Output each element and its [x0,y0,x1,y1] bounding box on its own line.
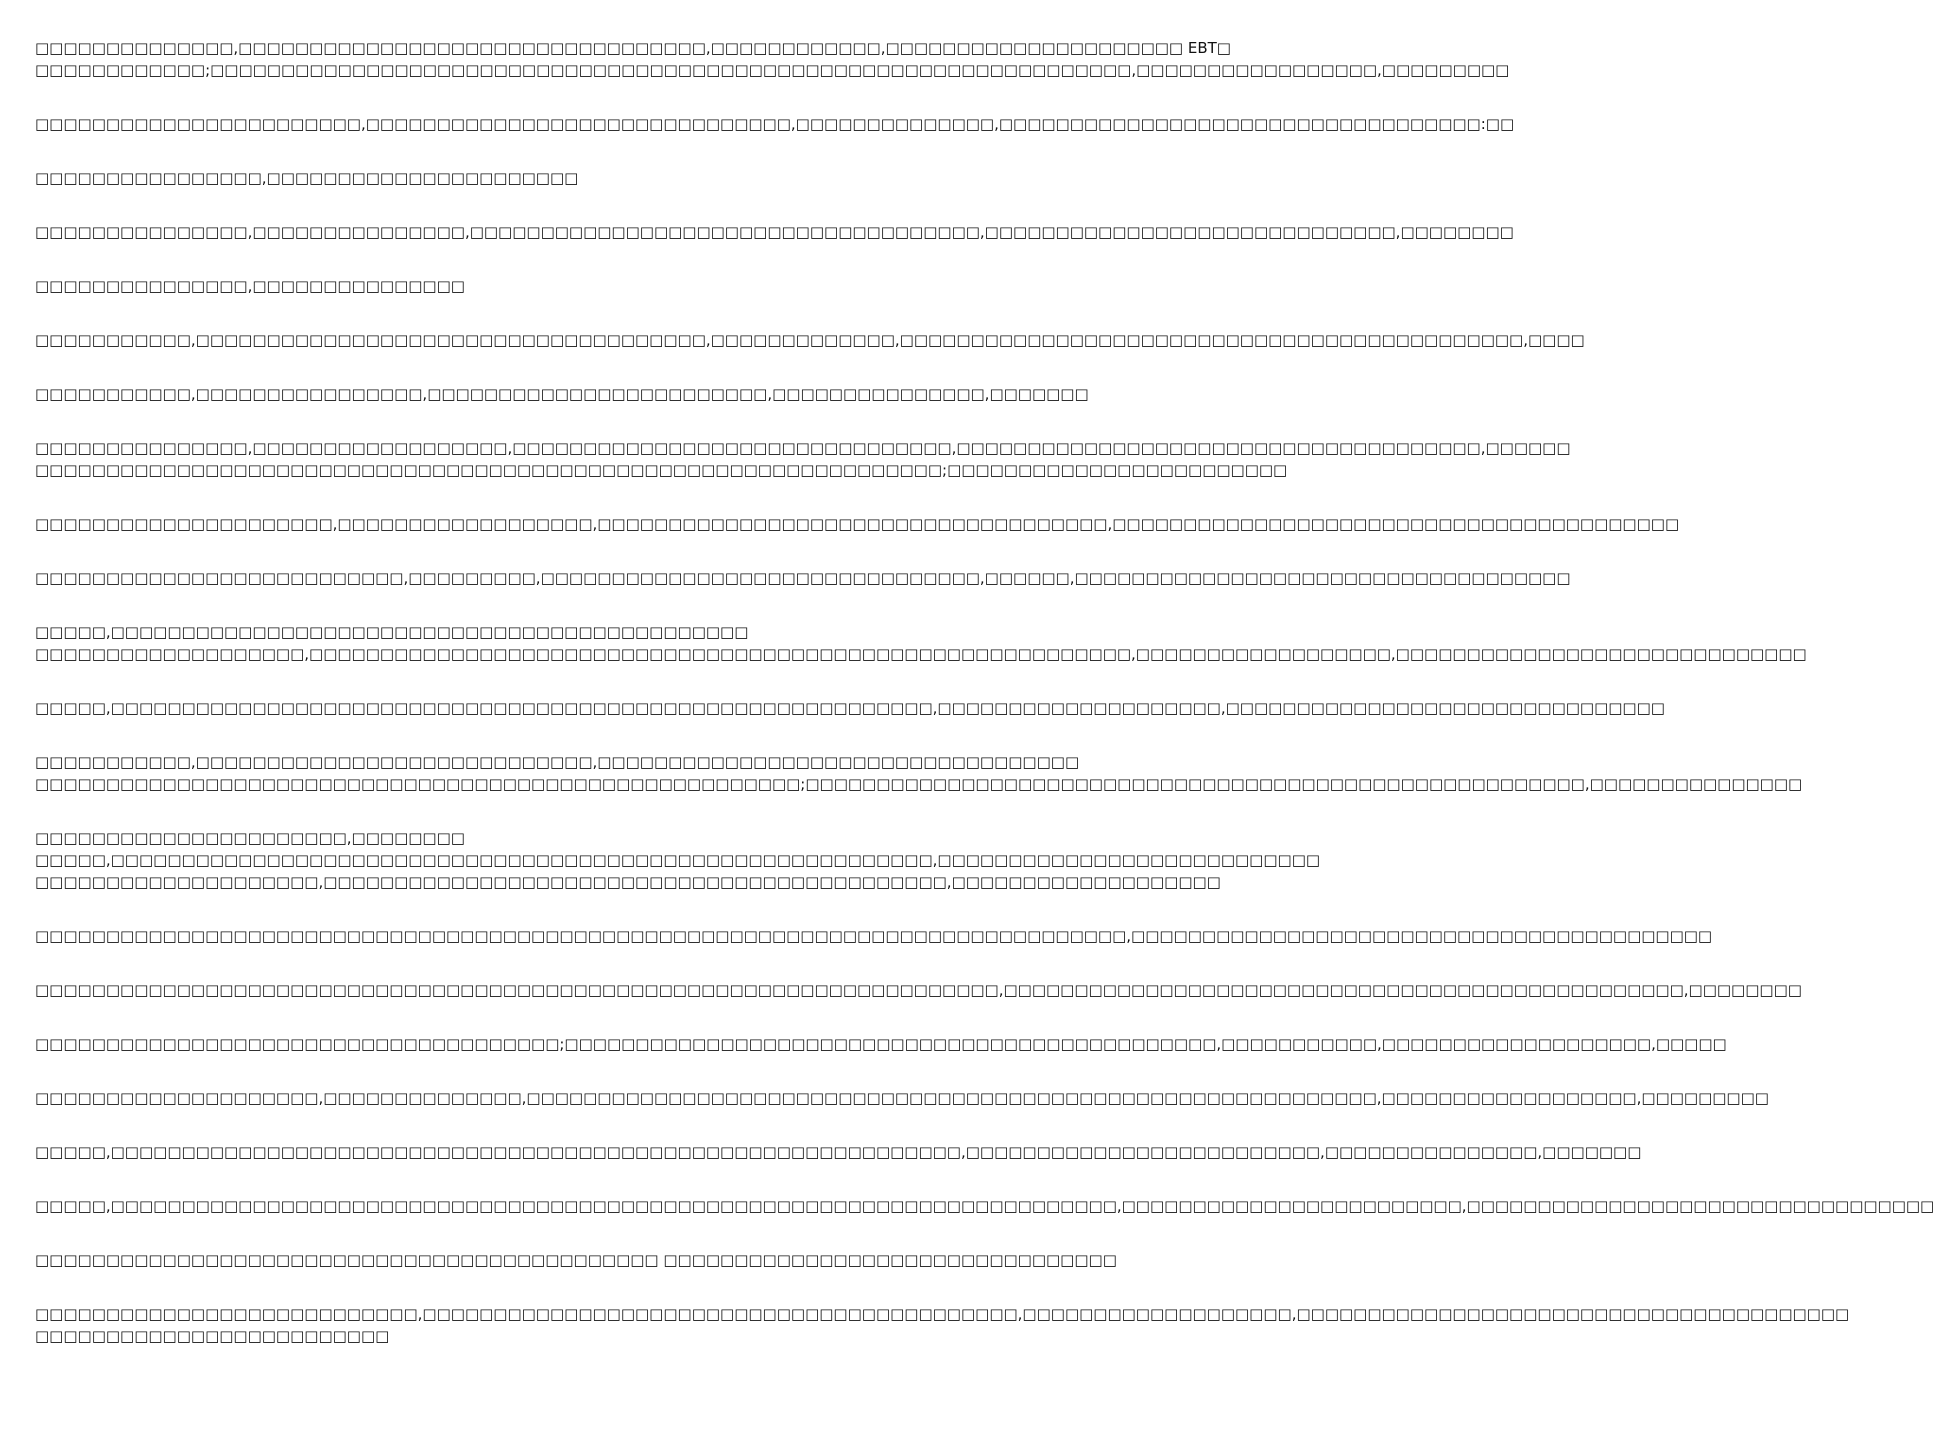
paragraph [35,751,1803,795]
text-line: □□□□□□□□□□□□□□□□□□□□□□,□□□□□□□□ [35,829,465,847]
text-line: □□□□□□□□□□□□□□□□□□□,□□□□□□□□□□□□□□□□□□□□□□□□□□□□□□□□□□□□□□□□□□□□□□□□□□□□□□□□□□,□□□□□□□□□□□□□□□□□□,□□□□□□□□□□□□□□□□□□□□□□□□□□□□□ [35,645,1807,663]
paragraph [35,1033,1727,1055]
text-line: □□□□□□□□□□□□□□□□□□□□□□□□□□□□□□□□□□□□□;□□□□□□□□□□□□□□□□□□□□□□□□□□□□□□□□□□□□□□□□□□□□□□,□□□□□□□□□□□,□□□□□□□□□□□□□□□□□□□,□□□□□ [35,1035,1727,1053]
paragraph [35,1141,1642,1163]
paragraph [35,979,1802,1001]
text-line: □□□□□□□□□□□□□□□□□□□□□□□,□□□□□□□□□□□□□□□□□□□□□□□□□□□□□□,□□□□□□□□□□□□□□,□□□□□□□□□□□□□□□□□□□□□□□□□□□□□□□□□□:□□ [35,115,1515,133]
paragraph [35,827,1321,893]
text-line: □□□□□□□□□□□□□□□□□□□□,□□□□□□□□□□□□□□,□□□□□□□□□□□□□□□□□□□□□□□□□□□□□□□□□□□□□□□□□□□□□□□□□□□□□□□□□□□□,□□□□□□□□□□□□□□□□□□,□□□□□□□□□ [35,1089,1769,1107]
paragraph [35,221,1514,243]
text-line: □□□□□□□□□□□□□□□□□□□□□□□□□ [35,1327,390,1345]
text-line: □□□□□□□□□□□□□□□,□□□□□□□□□□□□□□□,□□□□□□□□□□□□□□□□□□□□□□□□□□□□□□□□□□□□,□□□□□□□□□□□□□□□□□□□□□□□□□□□□□,□□□□□□□□ [35,223,1514,241]
paragraph [35,113,1515,135]
paragraph [35,567,1571,589]
paragraph [35,383,1089,405]
text-line: □□□□□□□□□□□□□□□□□□□□□,□□□□□□□□□□□□□□□□□□,□□□□□□□□□□□□□□□□□□□□□□□□□□□□□□□□□□□□,□□□□□□□□□□□□□□□□□□□□□□□□□□□□□□□□□□□□□□□□ [35,515,1680,533]
text-line: □□□□□□□□□□□□□□□□□□□□□□□□□□□□□□□□□□□□□□□□□□□□□□□□□□□□□□□□□□□□□□□□□□□□,□□□□□□□□□□□□□□□□□□□□□□□□□□□□□□□□□□□□□□□□□□□□□□□□,□□□□□□□□ [35,981,1802,999]
text-line: □□□□□□□□□□□□□□□□,□□□□□□□□□□□□□□□□□□□□□□ [35,169,579,187]
paragraph [35,1195,1934,1217]
text-line: □□□□□□□□□□□□□□□□□□□□□□□□□□,□□□□□□□□□,□□□□□□□□□□□□□□□□□□□□□□□□□□□□□□□,□□□□□□,□□□□□□□□□□□□□□□□□□□□□□□□□□□□□□□□□□□ [35,569,1571,587]
text-line: □□□□□□□□□□□□□□□□□□□□,□□□□□□□□□□□□□□□□□□□□□□□□□□□□□□□□□□□□□□□□□□□□,□□□□□□□□□□□□□□□□□□□ [35,873,1221,891]
paragraph [35,437,1571,481]
text-line: □□□□□□□□□□□□□□□□□□□□□□□□□□□□□□□□□□□□□□□□□□□□ □□□□□□□□□□□□□□□□□□□□□□□□□□□□□□□□ [35,1251,1117,1269]
text-line: □□□□□,□□□□□□□□□□□□□□□□□□□□□□□□□□□□□□□□□□□□□□□□□□□□□□□□□□□□□□□□□□,□□□□□□□□□□□□□□□□□□□□,□□□□□□□□□□□□□□□□□□□□□□□□□□□□□□□ [35,699,1665,717]
text-line: □□□□□□□□□□□□;□□□□□□□□□□□□□□□□□□□□□□□□□□□□□□□□□□□□□□□□□□□□□□□□□□□□□□□□□□□□□□□□□,□□□□□□□□□□□□□□□□□,□□□□□□□□□ [35,61,1510,79]
text-line: □□□□□□□□□□□□□□□,□□□□□□□□□□□□□□□ [35,277,465,295]
paragraph [35,1303,1850,1347]
text-line: □□□□□□□□□□□□□□□,□□□□□□□□□□□□□□□□□□,□□□□□□□□□□□□□□□□□□□□□□□□□□□□□□□,□□□□□□□□□□□□□□□□□□□□□□□□□□□□□□□□□□□□□,□□□□□□ [35,439,1571,457]
paragraph [35,167,989,189]
text-line: □□□□□□□□□□□□□□,□□□□□□□□□□□□□□□□□□□□□□□□□□□□□□□□□,□□□□□□□□□□□□,□□□□□□□□□□□□□□□□□□□□□ EBT□ [35,39,1231,57]
paragraph [35,621,1807,665]
document-body [35,37,1934,1379]
text-line: □□□□□,□□□□□□□□□□□□□□□□□□□□□□□□□□□□□□□□□□□□□□□□□□□□□□□□□□□□□□□□□□,□□□□□□□□□□□□□□□□□□□□□□□□□□□ [35,851,1321,869]
paragraph [35,37,1510,81]
text-line: □□□□□,□□□□□□□□□□□□□□□□□□□□□□□□□□□□□□□□□□□□□□□□□□□□□□□□□□□□□□□□□□□□,□□□□□□□□□□□□□□□□□□□□□□□□□,□□□□□□□□□□□□□□□,□□□□□□□ [35,1143,1642,1161]
paragraph [35,925,1713,947]
text-line: □□□□□□□□□□□,□□□□□□□□□□□□□□□□,□□□□□□□□□□□□□□□□□□□□□□□□,□□□□□□□□□□□□□□□,□□□□□□□ [35,385,1089,403]
paragraph [35,1249,1117,1271]
paragraph [35,329,1585,351]
paragraph [35,513,1680,535]
text-line: □□□□□,□□□□□□□□□□□□□□□□□□□□□□□□□□□□□□□□□□□□□□□□□□□□□ [35,623,749,641]
text-line: □□□□□□□□□□□□□□□□□□□□□□□□□□□□□□□□□□□□□□□□□□□□□□□□□□□□□□□□□□□□□□□□□□□□□□□□□□□□□,□□□□□□□□□□□□□□□□□□□□□□□□□□□□□□□□□□□□□□□□□ [35,927,1713,945]
paragraph [35,697,1665,719]
text-line: □□□□□□□□□□□□□□□□□□□□□□□□□□□,□□□□□□□□□□□□□□□□□□□□□□□□□□□□□□□□□□□□□□□□□□,□□□□□□□□□□□□□□□□□□□,□□□□□□□□□□□□□□□□□□□□□□□□□□□□□□□□□□□□□□□ [35,1305,1850,1323]
text-line: □□□□□□□□□□□,□□□□□□□□□□□□□□□□□□□□□□□□□□□□□□□□□□□□,□□□□□□□□□□□□□,□□□□□□□□□□□□□□□□□□□□□□□□□□□□□□□□□□□□□□□□□□□□,□□□□ [35,331,1585,349]
text-line: □□□□□□□□□□□□□□□□□□□□□□□□□□□□□□□□□□□□□□□□□□□□□□□□□□□□□□□□□□□□□□□□;□□□□□□□□□□□□□□□□□□□□□□□□ [35,461,1288,479]
paragraph [35,275,989,297]
text-line: □□□□□□□□□□□,□□□□□□□□□□□□□□□□□□□□□□□□□□□□,□□□□□□□□□□□□□□□□□□□□□□□□□□□□□□□□□□ [35,753,1080,771]
text-line: □□□□□,□□□□□□□□□□□□□□□□□□□□□□□□□□□□□□□□□□□□□□□□□□□□□□□□□□□□□□□□□□□□□□□□□□□□□□□,□□□□□□□□□□□□□□□□□□□□□□□□,□□□□□□□□□□□□□□□□□□□□□□□□□□□□□□□□□ [35,1197,1934,1215]
text-line: □□□□□□□□□□□□□□□□□□□□□□□□□□□□□□□□□□□□□□□□□□□□□□□□□□□□□□;□□□□□□□□□□□□□□□□□□□□□□□□□□□□□□□□□□□□□□□□□□□□□□□□□□□□□□□,□□□□□□□□□□□□□□□ [35,775,1803,793]
paragraph [35,1087,1769,1109]
